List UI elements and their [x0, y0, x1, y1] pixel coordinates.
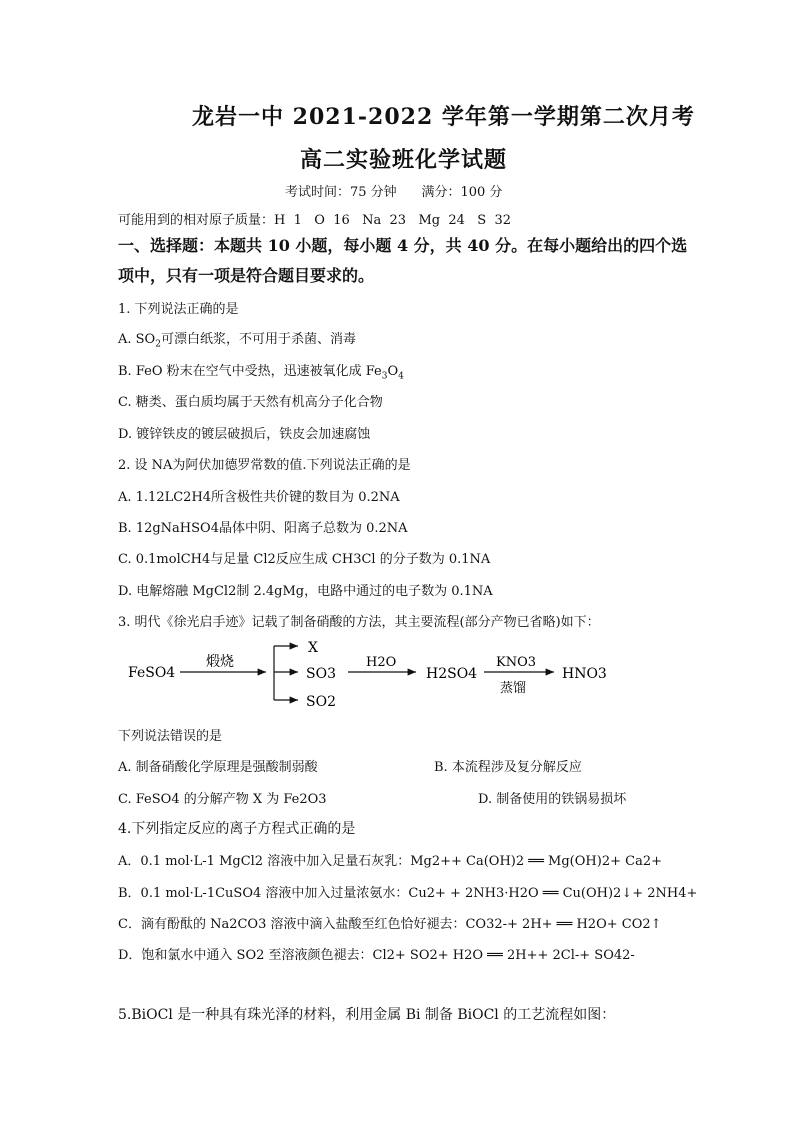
q3-option-a: A. 制备硝酸化学原理是强酸制弱酸 [118, 760, 318, 775]
section-heading-line2: 项中，只有一项是符合题目要求的。 [118, 266, 375, 285]
exam-subtitle: 高二实验班化学试题 [300, 147, 508, 173]
exam-title: 龙岩一中 2021-2022 学年第一学期第二次月考 [192, 104, 695, 130]
q2-option-c: C. 0.1molCH4与足量 Cl2反应生成 CH3Cl 的分子数为 0.1NA [118, 552, 491, 567]
q3-flow-diagram [118, 636, 638, 716]
q1-option-d: D. 镀锌铁皮的镀层破损后，铁皮会加速腐蚀 [118, 427, 371, 442]
section-heading-line1: 一、选择题：本题共 10 小题，每小题 4 分，共 40 分。在每小题给出的四个选 [118, 236, 688, 255]
atomic-masses: 可能用到的相对原子质量：H 1 O 16 Na 23 Mg 24 S 32 [118, 213, 512, 228]
q3-ask: 下列说法错误的是 [118, 729, 223, 744]
flow-start: FeSO4 [128, 665, 176, 681]
q2-stem: 2. 设 NA为阿伏加德罗常数的值.下列说法正确的是 [118, 458, 411, 473]
q3-option-b: B. 本流程涉及复分解反应 [434, 760, 582, 775]
q2-option-a: A. 1.12LC2H4所含极性共价键的数目为 0.2NA [118, 490, 400, 505]
q3-stem: 3. 明代《徐光启手迹》记载了制备硝酸的方法，其主要流程(部分产物已省略)如下： [118, 615, 600, 630]
flow-end: HNO3 [562, 666, 607, 682]
q2-option-b: B. 12gNaHSO4晶体中阴、阳离子总数为 0.2NA [118, 521, 408, 536]
flow-step1-label: 煅烧 [206, 654, 234, 670]
q1-option-c: C. 糖类、蛋白质均属于天然有机高分子化合物 [118, 395, 383, 410]
flow-step2-label: H2O [366, 655, 397, 670]
q1-option-b: B. FeO 粉末在空气中受热，迅速被氧化成 $Fe_3O_4$ [118, 364, 404, 382]
flow-step3-top: KNO3 [496, 655, 537, 670]
q4-option-b: B．0.1 mol·L-1CuSO4 溶液中加入过量浓氨水：Cu2+ + 2NH3·H2O ══ Cu(OH)2↓+ 2NH4+ [118, 886, 698, 901]
flow-step3-bottom: 蒸馏 [500, 681, 527, 696]
q4-option-c: C．滴有酚酞的 Na2CO3 溶液中滴入盐酸至红色恰好褪去：CO32-+ 2H+ ══ H2O+ CO2↑ [118, 917, 662, 932]
flow-branch-so3: SO3 [306, 666, 336, 682]
q4-option-d: D．饱和氯水中通入 SO2 至溶液颜色褪去：Cl2+ SO2+ H2O ══ 2H++ 2Cl-+ SO42- [118, 948, 635, 963]
exam-info: 考试时间：75 分钟 满分：100 分 [285, 185, 503, 200]
q4-stem: 4.下列指定反应的离子方程式正确的是 [118, 821, 356, 837]
q2-option-d: D. 电解熔融 MgCl2制 2.4gMg，电路中通过的电子数为 0.1NA [118, 584, 493, 599]
q3-option-d: D. 制备使用的铁锅易损坏 [478, 792, 627, 807]
q4-option-a: A．0.1 mol·L-1 MgCl2 溶液中加入足量石灰乳：Mg2++ Ca(OH)2 ══ Mg(OH)2+ Ca2+ [118, 854, 662, 869]
q5-stem: 5.BiOCl 是一种具有珠光泽的材料，利用金属 Bi 制备 BiOCl 的工艺流程如图： [118, 1007, 616, 1023]
q1-option-a: A. $SO_2$可漂白纸浆，不可用于杀菌、消毒 [118, 332, 356, 350]
flow-branch-x: X [308, 640, 318, 656]
q1-stem: 1. 下列说法正确的是 [118, 302, 239, 317]
q3-option-c: C. FeSO4 的分解产物 X 为 Fe2O3 [118, 792, 327, 807]
flow-mid: H2SO4 [426, 666, 478, 682]
flow-branch-so2: SO2 [306, 694, 336, 710]
